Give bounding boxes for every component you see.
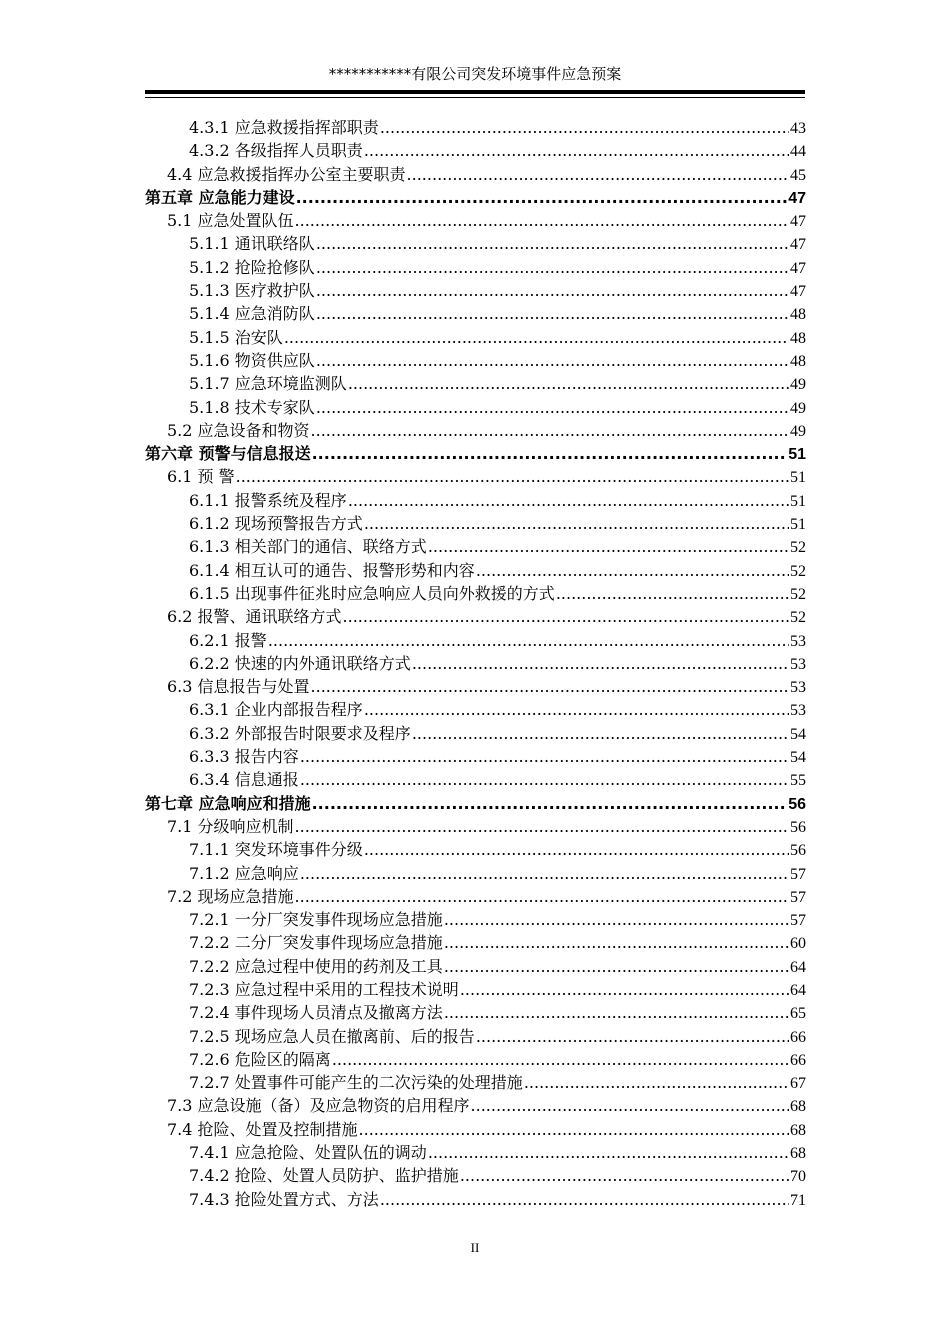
toc-entry-title: 第七章 应急响应和措施 [145, 793, 311, 813]
toc-entry[interactable] [145, 1118, 806, 1141]
toc-entry[interactable] [145, 722, 806, 745]
header-rule-thin [145, 97, 805, 98]
toc-entry[interactable] [145, 792, 806, 815]
toc-entry-page-number: 53 [790, 632, 806, 650]
toc-leader-dots [343, 605, 789, 628]
toc-entry[interactable] [145, 652, 806, 675]
toc-entry-page-number: 68 [790, 1121, 806, 1139]
toc-leader-dots [412, 652, 789, 675]
toc-entry-title: 4.3.2 各级指挥人员职责 [189, 141, 363, 161]
toc-leader-dots [444, 908, 789, 931]
toc-entry-title: 4.4 应急救援指挥办公室主要职责 [167, 164, 406, 184]
toc-leader-dots [295, 885, 789, 908]
toc-entry[interactable] [145, 815, 806, 838]
toc-leader-dots [364, 139, 789, 162]
toc-entry-page-number: 56 [790, 818, 806, 836]
toc-entry-title: 6.1.2 现场预警报告方式 [189, 514, 363, 534]
toc-entry-page-number: 71 [790, 1191, 806, 1209]
toc-entry-page-number: 65 [790, 1005, 806, 1023]
toc-leader-dots [316, 302, 789, 325]
toc-entry[interactable] [145, 908, 806, 931]
toc-leader-dots [348, 372, 789, 395]
toc-entry[interactable] [145, 1001, 806, 1024]
toc-entry-page-number: 49 [790, 422, 806, 440]
toc-entry[interactable] [145, 838, 806, 861]
toc-entry[interactable] [145, 559, 806, 582]
toc-leader-dots [300, 745, 789, 768]
toc-entry-page-number: 68 [790, 1098, 806, 1116]
toc-entry[interactable] [145, 1188, 806, 1211]
toc-leader-dots [316, 349, 789, 372]
toc-entry-page-number: 56 [790, 842, 806, 860]
toc-entry[interactable] [145, 116, 806, 139]
toc-entry[interactable] [145, 372, 806, 395]
toc-entry-title: 5.1.7 应急环境监测队 [189, 374, 347, 394]
toc-entry-page-number: 44 [790, 143, 806, 161]
toc-entry[interactable] [145, 186, 806, 209]
toc-leader-dots [444, 931, 789, 954]
toc-entry[interactable] [145, 1071, 806, 1094]
toc-leader-dots [460, 1164, 789, 1187]
toc-leader-dots [364, 838, 789, 861]
toc-entry[interactable] [145, 349, 806, 372]
toc-leader-dots [444, 1001, 789, 1024]
toc-entry[interactable] [145, 163, 806, 186]
toc-leader-dots [311, 675, 789, 698]
toc-entry-page-number: 51 [790, 469, 806, 487]
toc-entry[interactable] [145, 605, 806, 628]
toc-entry-page-number: 51 [790, 516, 806, 534]
toc-entry-title: 5.2 应急设备和物资 [167, 420, 310, 440]
toc-entry[interactable] [145, 326, 806, 349]
toc-entry-page-number: 49 [790, 399, 806, 417]
toc-entry-page-number: 43 [790, 120, 806, 137]
toc-leader-dots [556, 582, 789, 605]
toc-entry[interactable] [145, 209, 806, 232]
toc-entry-page-number: 51 [788, 446, 806, 464]
toc-entry-page-number: 57 [790, 912, 806, 930]
toc-leader-dots [300, 768, 789, 791]
toc-entry[interactable] [145, 862, 806, 885]
toc-leader-dots [380, 116, 789, 139]
toc-leader-dots [316, 256, 789, 279]
toc-leader-dots [268, 629, 789, 652]
toc-entry[interactable] [145, 885, 806, 908]
toc-entry-page-number: 53 [790, 679, 806, 697]
toc-leader-dots [332, 1048, 789, 1071]
toc-entry[interactable] [145, 768, 806, 791]
toc-entry[interactable] [145, 139, 806, 162]
toc-entry-page-number: 52 [790, 539, 806, 557]
toc-leader-dots [407, 163, 789, 186]
toc-entry-title: 7.4.2 抢险、处置人员防护、监护措施 [189, 1166, 459, 1186]
toc-leader-dots [316, 279, 789, 302]
toc-entry[interactable] [145, 489, 806, 512]
toc-entry-page-number: 47 [788, 189, 806, 207]
toc-entry-page-number: 53 [790, 702, 806, 720]
toc-entry-page-number: 64 [790, 958, 806, 976]
toc-leader-dots [359, 1118, 789, 1141]
header-rule-thick [145, 90, 805, 94]
toc-entry-page-number: 66 [790, 1028, 806, 1046]
toc-entry-title: 7.4.1 应急抢险、处置队伍的调动 [189, 1143, 427, 1163]
toc-leader-dots [364, 512, 789, 535]
toc-entry-page-number: 47 [790, 236, 806, 254]
toc-entry[interactable] [145, 931, 806, 954]
toc-entry-title: 7.2.2 二分厂突发事件现场应急措施 [189, 933, 443, 953]
toc-entry[interactable] [145, 1141, 806, 1164]
toc-leader-dots [412, 722, 789, 745]
toc-entry-page-number: 54 [790, 725, 806, 743]
toc-entry[interactable] [145, 629, 806, 652]
toc-entry-title: 5.1.3 医疗救护队 [189, 281, 315, 301]
toc-entry-title: 6.3.4 信息通报 [189, 770, 299, 790]
toc-entry-page-number: 45 [790, 166, 806, 184]
toc-entry-title: 7.1 分级响应机制 [167, 816, 294, 836]
toc-entry[interactable] [145, 442, 806, 465]
toc-entry-title: 6.1.5 出现事件征兆时应急响应人员向外救援的方式 [189, 583, 555, 603]
toc-entry-title: 7.3 应急设施（备）及应急物资的启用程序 [167, 1096, 470, 1116]
toc-leader-dots [380, 1188, 789, 1211]
toc-entry[interactable] [145, 1048, 806, 1071]
toc-entry-title: 6.1.4 相互认可的通告、报警形势和内容 [189, 560, 475, 580]
toc-entry-page-number: 49 [790, 376, 806, 394]
toc-entry-title: 7.2 现场应急措施 [167, 886, 294, 906]
toc-leader-dots [236, 465, 789, 488]
toc-leader-dots [460, 978, 789, 1001]
toc-entry-title: 7.4.3 抢险处置方式、方法 [189, 1189, 379, 1209]
toc-entry-page-number: 64 [790, 981, 806, 999]
toc-entry-page-number: 52 [790, 562, 806, 580]
toc-entry-title: 6.1 预 警 [167, 467, 235, 487]
toc-entry-page-number: 47 [790, 283, 806, 301]
toc-entry-page-number: 56 [788, 795, 806, 813]
toc-entry-page-number: 48 [790, 306, 806, 324]
toc-entry-title: 5.1.5 治安队 [189, 327, 283, 347]
toc-entry-title: 7.2.5 现场应急人员在撤离前、后的报告 [189, 1026, 475, 1046]
toc-entry-title: 7.2.7 处置事件可能产生的二次污染的处理措施 [189, 1073, 523, 1093]
toc-entry[interactable] [145, 232, 806, 255]
toc-entry-title: 6.2 报警、通讯联络方式 [167, 607, 342, 627]
toc-leader-dots [312, 442, 788, 465]
toc-leader-dots [428, 1141, 789, 1164]
toc-entry-title: 第五章 应急能力建设 [145, 187, 295, 207]
toc-entry-page-number: 66 [790, 1051, 806, 1069]
toc-entry-title: 4.3.1 应急救援指挥部职责 [189, 118, 379, 137]
toc-entry-page-number: 67 [790, 1075, 806, 1093]
toc-entry-title: 6.1.1 报警系统及程序 [189, 490, 347, 510]
toc-entry-page-number: 47 [790, 213, 806, 231]
toc-entry-page-number: 70 [790, 1168, 806, 1186]
table-of-contents [145, 116, 806, 1211]
toc-entry-title: 5.1.2 抢险抢修队 [189, 257, 315, 277]
toc-leader-dots [428, 535, 789, 558]
toc-leader-dots [476, 1025, 789, 1048]
toc-leader-dots [364, 698, 789, 721]
toc-entry[interactable] [145, 1025, 806, 1048]
toc-entry-title: 6.3 信息报告与处置 [167, 677, 310, 697]
toc-leader-dots [348, 489, 789, 512]
toc-entry[interactable] [145, 582, 806, 605]
toc-entry-page-number: 57 [790, 865, 806, 883]
toc-entry-page-number: 48 [790, 329, 806, 347]
toc-leader-dots [295, 209, 789, 232]
toc-entry-title: 7.2.1 一分厂突发事件现场应急措施 [189, 910, 443, 930]
toc-entry-page-number: 53 [790, 655, 806, 673]
toc-entry-page-number: 68 [790, 1145, 806, 1163]
toc-entry-title: 5.1.4 应急消防队 [189, 304, 315, 324]
toc-entry-page-number: 52 [790, 609, 806, 627]
toc-entry-title: 6.1.3 相关部门的通信、联络方式 [189, 537, 427, 557]
toc-entry-title: 5.1.6 物资供应队 [189, 350, 315, 370]
toc-entry[interactable] [145, 465, 806, 488]
toc-entry[interactable] [145, 256, 806, 279]
toc-entry-title: 5.1.8 技术专家队 [189, 397, 315, 417]
toc-entry-title: 5.1 应急处置队伍 [167, 211, 294, 231]
toc-entry[interactable] [145, 512, 806, 535]
toc-entry[interactable] [145, 396, 806, 419]
toc-entry[interactable] [145, 419, 806, 442]
toc-leader-dots [311, 419, 789, 442]
toc-leader-dots [295, 815, 789, 838]
toc-entry[interactable] [145, 978, 806, 1001]
toc-entry[interactable] [145, 675, 806, 698]
toc-entry-title: 7.1.2 应急响应 [189, 863, 299, 883]
toc-entry[interactable] [145, 698, 806, 721]
toc-entry-page-number: 51 [790, 492, 806, 510]
toc-leader-dots [316, 232, 789, 255]
toc-entry[interactable] [145, 1164, 806, 1187]
toc-entry-page-number: 52 [790, 585, 806, 603]
toc-entry-title: 5.1.1 通讯联络队 [189, 234, 315, 254]
toc-entry-title: 6.3.3 报告内容 [189, 747, 299, 767]
toc-entry[interactable] [145, 535, 806, 558]
toc-leader-dots [476, 559, 789, 582]
toc-leader-dots [444, 955, 789, 978]
toc-entry-title: 6.3.2 外部报告时限要求及程序 [189, 723, 411, 743]
toc-entry-title: 7.2.6 危险区的隔离 [189, 1049, 331, 1069]
toc-entry-title: 6.2.1 报警 [189, 630, 267, 650]
toc-leader-dots [300, 862, 789, 885]
toc-entry[interactable] [145, 1094, 806, 1117]
toc-entry-title: 7.4 抢险、处置及控制措施 [167, 1119, 358, 1139]
toc-leader-dots [312, 792, 788, 815]
toc-entry[interactable] [145, 955, 806, 978]
toc-entry-title: 7.2.3 应急过程中采用的工程技术说明 [189, 979, 459, 999]
toc-entry-page-number: 57 [790, 888, 806, 906]
document-header-title: ***********有限公司突发环境事件应急预案 [328, 65, 622, 83]
toc-entry-page-number: 55 [790, 772, 806, 790]
toc-leader-dots [524, 1071, 789, 1094]
toc-leader-dots [471, 1094, 789, 1117]
toc-leader-dots [284, 326, 789, 349]
toc-leader-dots [296, 186, 788, 209]
toc-entry-title: 第六章 预警与信息报送 [145, 444, 311, 464]
toc-entry-page-number: 60 [790, 935, 806, 953]
toc-entry[interactable] [145, 302, 806, 325]
toc-entry-title: 7.2.4 事件现场人员清点及撤离方法 [189, 1003, 443, 1023]
toc-entry[interactable] [145, 279, 806, 302]
toc-entry[interactable] [145, 745, 806, 768]
page-number: II [470, 1240, 480, 1255]
toc-entry-page-number: 47 [790, 259, 806, 277]
toc-entry-title: 7.2.2 应急过程中使用的药剂及工具 [189, 956, 443, 976]
toc-entry-page-number: 48 [790, 352, 806, 370]
toc-entry-title: 6.3.1 企业内部报告程序 [189, 700, 363, 720]
toc-leader-dots [316, 396, 789, 419]
toc-entry-title: 7.1.1 突发环境事件分级 [189, 840, 363, 860]
toc-entry-title: 6.2.2 快速的内外通讯联络方式 [189, 653, 411, 673]
toc-entry-page-number: 54 [790, 749, 806, 767]
